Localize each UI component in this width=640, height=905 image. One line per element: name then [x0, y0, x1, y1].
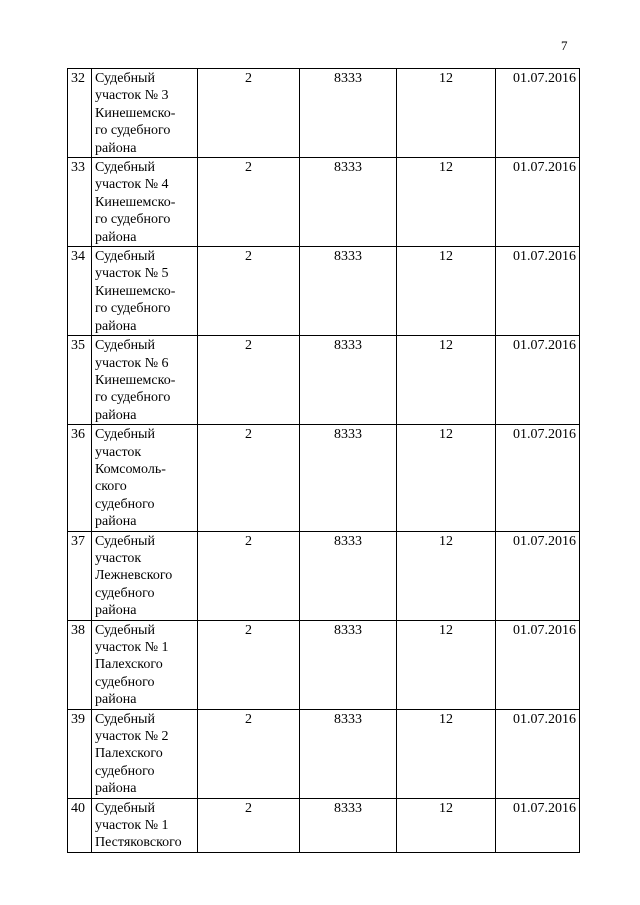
row-number: 33 — [68, 158, 92, 247]
cell-value: 12 — [397, 336, 496, 425]
table-row — [68, 69, 580, 158]
row-number: 34 — [68, 247, 92, 336]
cell-date: 01.07.2016 — [496, 620, 580, 709]
table-row — [68, 798, 580, 852]
cell-value: 12 — [397, 531, 496, 620]
cell-value: 2 — [198, 69, 300, 158]
cell-value: 2 — [198, 620, 300, 709]
court-district-name: Судебный участок Лежневского судебного района — [92, 531, 198, 620]
cell-date: 01.07.2016 — [496, 531, 580, 620]
cell-date: 01.07.2016 — [496, 336, 580, 425]
cell-value: 8333 — [300, 709, 397, 798]
cell-value: 8333 — [300, 158, 397, 247]
cell-date: 01.07.2016 — [496, 798, 580, 852]
court-district-name: Судебный участок № 3 Кинешемско- го судебного района — [92, 69, 198, 158]
cell-value: 8333 — [300, 69, 397, 158]
cell-value: 2 — [198, 336, 300, 425]
cell-value: 2 — [198, 425, 300, 531]
court-districts-table — [67, 68, 580, 853]
court-district-name: Судебный участок № 4 Кинешемско- го судебного района — [92, 158, 198, 247]
row-number: 37 — [68, 531, 92, 620]
cell-value: 12 — [397, 709, 496, 798]
cell-value: 2 — [198, 247, 300, 336]
cell-value: 8333 — [300, 425, 397, 531]
court-district-name: Судебный участок № 6 Кинешемско- го судебного района — [92, 336, 198, 425]
cell-value: 8333 — [300, 620, 397, 709]
row-number: 40 — [68, 798, 92, 852]
table-row — [68, 620, 580, 709]
table-row — [68, 425, 580, 531]
court-district-name: Судебный участок Комсомоль- ского судебного района — [92, 425, 198, 531]
page-number: 7 — [561, 38, 568, 53]
table-row — [68, 531, 580, 620]
cell-date: 01.07.2016 — [496, 247, 580, 336]
cell-value: 2 — [198, 798, 300, 852]
cell-value: 12 — [397, 425, 496, 531]
cell-value: 8333 — [300, 247, 397, 336]
table-row — [68, 247, 580, 336]
row-number: 35 — [68, 336, 92, 425]
court-district-name: Судебный участок № 1 Пестяковского — [92, 798, 198, 852]
cell-value: 2 — [198, 531, 300, 620]
cell-date: 01.07.2016 — [496, 709, 580, 798]
cell-date: 01.07.2016 — [496, 425, 580, 531]
court-district-name: Судебный участок № 5 Кинешемско- го судебного района — [92, 247, 198, 336]
cell-value: 12 — [397, 798, 496, 852]
cell-value: 12 — [397, 247, 496, 336]
cell-date: 01.07.2016 — [496, 158, 580, 247]
cell-value: 2 — [198, 158, 300, 247]
row-number: 38 — [68, 620, 92, 709]
cell-value: 12 — [397, 158, 496, 247]
table-row — [68, 709, 580, 798]
table-row — [68, 158, 580, 247]
cell-value: 8333 — [300, 798, 397, 852]
cell-value: 12 — [397, 620, 496, 709]
row-number: 32 — [68, 69, 92, 158]
row-number: 39 — [68, 709, 92, 798]
cell-value: 12 — [397, 69, 496, 158]
row-number: 36 — [68, 425, 92, 531]
table-row — [68, 336, 580, 425]
cell-value: 8333 — [300, 336, 397, 425]
court-district-name: Судебный участок № 2 Палехского судебного района — [92, 709, 198, 798]
court-district-name: Судебный участок № 1 Палехского судебного района — [92, 620, 198, 709]
cell-value: 8333 — [300, 531, 397, 620]
cell-date: 01.07.2016 — [496, 69, 580, 158]
cell-value: 2 — [198, 709, 300, 798]
